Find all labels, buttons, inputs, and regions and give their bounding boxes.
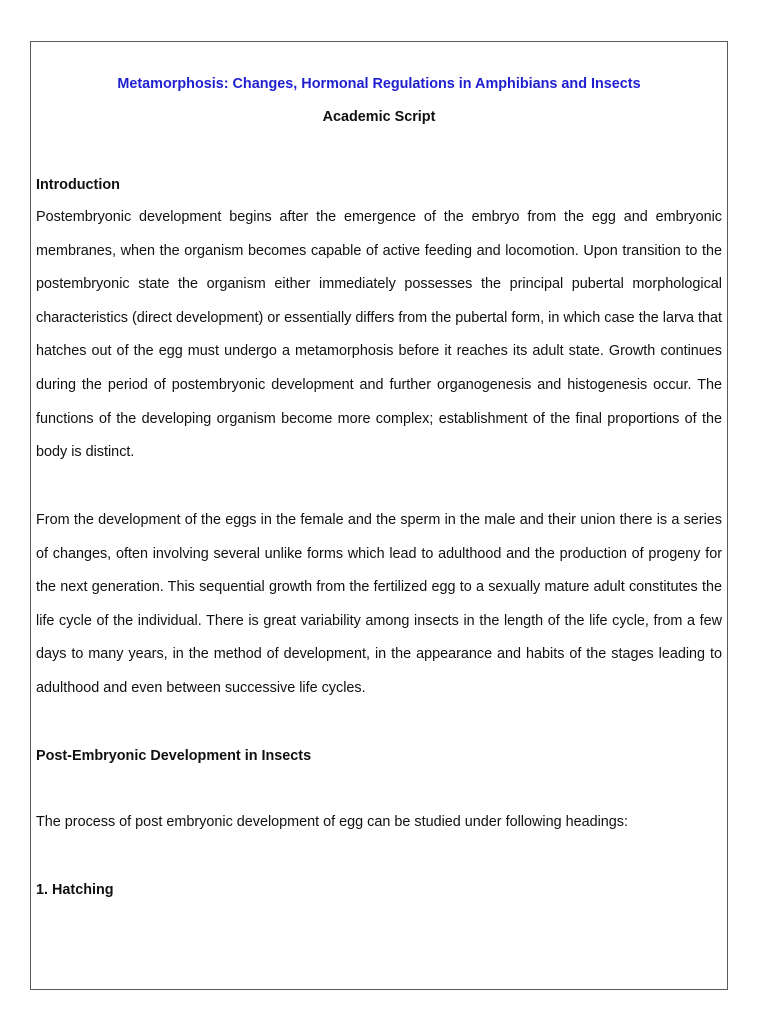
section-heading-hatching: 1. Hatching (36, 882, 114, 898)
document-title: Metamorphosis: Changes, Hormonal Regulations in Amphibians and Insects (117, 76, 641, 92)
paragraph-introduction-1: Postembryonic development begins after the emergence of the embryo from the egg and embryonic membranes, when the organism becomes capable of active feeding and locomotion. Upon transition to the postembryonic state the organism either immediately possesses the principal pubertal morphological characteristics (direct development) or essentially differs from the pubertal form, in which case the larva that hatches out of the egg must undergo a metamorphosis before it reaches its adult state. Growth continues during the period of postembryonic development and further organogenesis and histogenesis occur. The functions of the developing organism become more complex; establishment of the final proportions of the body is distinct. (36, 209, 722, 461)
section-heading-introduction: Introduction (36, 177, 120, 193)
paragraph-insects-1: The process of post embryonic development of egg can be studied under following headings: (36, 814, 628, 830)
paragraph-introduction-2: From the development of the eggs in the female and the sperm in the male and their union there is a series of changes, often involving several unlike forms which lead to adulthood and the production of progeny for the next generation. This sequential growth from the fertilized egg to a sexually mature adult constitutes the life cycle of the individual. There is great variability among insects in the length of the life cycle, from a few days to many years, in the method of development, in the appearance and habits of the stages leading to adulthood and even between successive life cycles. (36, 512, 722, 696)
section-heading-insects: Post-Embryonic Development in Insects (36, 748, 312, 764)
document-subtitle: Academic Script (322, 109, 436, 125)
